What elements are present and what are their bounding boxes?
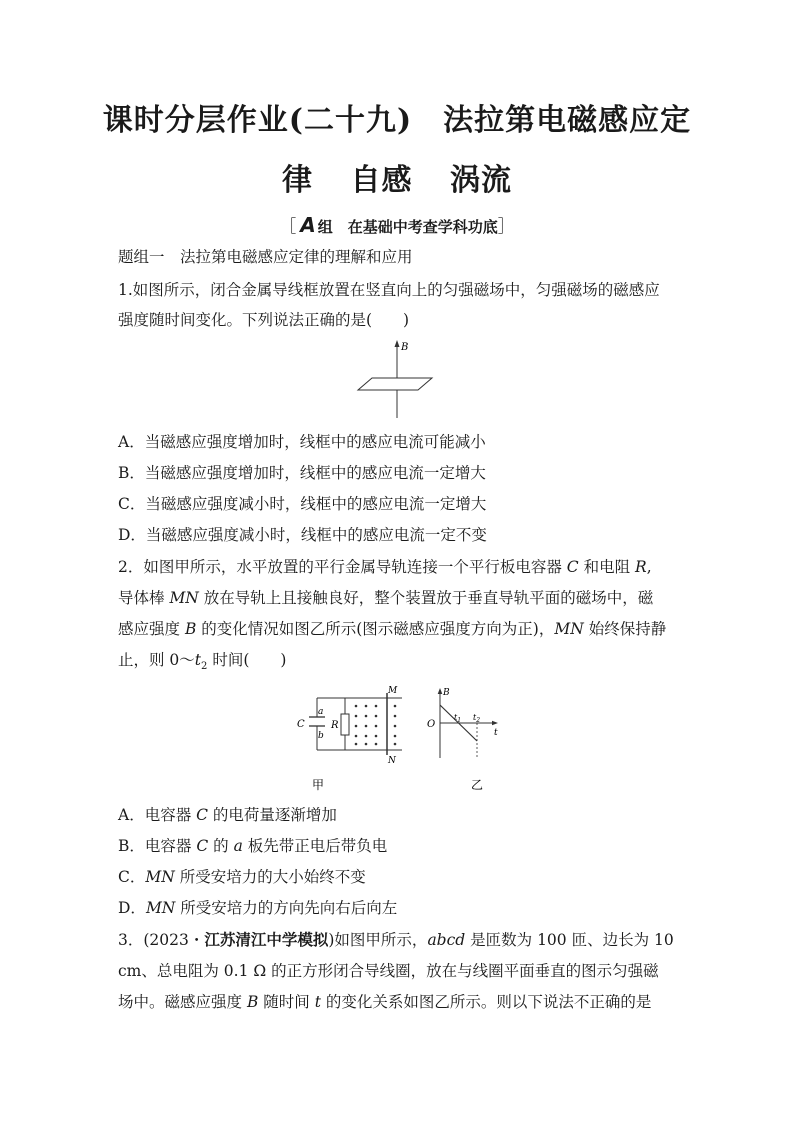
q1-stem-line1: 1.如图所示，闭合金属导线框放置在竖直向上的匀强磁场中，匀强磁场的磁感应 <box>118 281 660 299</box>
subscript: 2 <box>201 661 208 673</box>
label-t1 <box>454 713 461 724</box>
var-a: a <box>233 837 243 855</box>
group-badge: A <box>300 213 316 237</box>
text: 的变化关系如图乙所示。则以下说法不正确的是 <box>320 993 652 1011</box>
q1-option-c: C．当磁感应强度减小时，线框中的感应电流一定增大 <box>118 495 487 513</box>
text: 是匝数为 100 匝、边长为 10 <box>465 931 674 949</box>
section-heading: 题组一 法拉第电磁感应定律的理解和应用 <box>118 248 413 266</box>
text: A．电容器 <box>118 806 197 824</box>
group-header <box>0 212 794 237</box>
text: 随时间 <box>258 993 315 1011</box>
label-B-axis: B <box>443 688 450 698</box>
text: 所受安培力的大小始终不变 <box>174 868 366 886</box>
text: 的 <box>208 837 234 855</box>
label-R: R <box>331 720 339 731</box>
label-a: a <box>318 707 324 717</box>
text: 的电荷量逐渐增加 <box>208 806 337 824</box>
text: 感应强度 <box>118 620 185 638</box>
text: 所受安培力的方向先向右后向左 <box>175 899 398 917</box>
page-title-line2 <box>0 155 794 199</box>
t2-sub: 2 <box>476 717 481 724</box>
caption-yi: 乙 <box>471 778 484 792</box>
label-O: O <box>427 719 436 730</box>
caption-jia: 甲 <box>312 778 325 792</box>
label-C: C <box>297 719 305 730</box>
b-axis-arrow <box>438 688 443 694</box>
q2-stem-line2 <box>118 588 653 608</box>
q2-stem-line1 <box>118 557 652 577</box>
var-MN: MN <box>554 620 584 638</box>
title-part-2: 自感 <box>350 163 413 198</box>
text: 导体棒 <box>118 589 170 607</box>
label-t-axis: t <box>494 728 498 738</box>
var-MN: MN <box>145 899 176 917</box>
label-M: M <box>388 686 398 696</box>
var-t: t <box>314 993 321 1011</box>
q1-option-b: B．当磁感应强度增加时，线框中的感应电流一定增大 <box>118 464 486 482</box>
text: 始终保持静 <box>583 620 667 638</box>
title-part-1: 律 <box>282 163 314 198</box>
text: 和电阻 <box>578 558 636 576</box>
source-tag: 江苏清江中学模拟 <box>204 930 329 949</box>
text: 板先带正电后带负电 <box>242 837 388 855</box>
q2-stem-line3 <box>118 619 666 639</box>
t1-sub: 1 <box>457 717 462 724</box>
q1-option-d: D．当磁感应强度减小时，线框中的感应电流一定不变 <box>118 526 487 544</box>
q2-figure-jia <box>290 683 415 795</box>
var-t: t <box>194 651 202 669</box>
text: 场中。磁感应强度 <box>118 993 247 1011</box>
bracket-left: ［ <box>279 217 297 237</box>
var-B: B <box>184 620 197 638</box>
label-t2 <box>473 713 480 724</box>
t2: t <box>473 713 477 722</box>
text: , <box>646 558 652 576</box>
group-text: 组 在基础中考查学科功底 <box>317 218 498 236</box>
q1-b-arrowhead <box>395 340 400 347</box>
q2-option-d <box>118 898 397 918</box>
text: 的变化情况如图乙所示(图示磁感应强度方向为正)， <box>196 620 555 638</box>
q1-option-a: A．当磁感应强度增加时，线框中的感应电流可能减小 <box>118 433 486 451</box>
text: 3．(2023・ <box>118 931 205 949</box>
q2-option-a <box>118 805 337 825</box>
var-abcd: abcd <box>427 931 466 949</box>
text: B．电容器 <box>118 837 197 855</box>
q1-figure <box>350 338 450 422</box>
label-b: b <box>318 731 324 741</box>
q3-stem-line1 <box>118 930 674 950</box>
text: 放在导轨上且接触良好，整个装置放于垂直导轨平面的磁场中，磁 <box>198 589 654 607</box>
var-MN: MN <box>169 589 199 607</box>
text: D． <box>118 899 146 917</box>
q3-stem-line2: cm、总电阻为 0.1 Ω 的正方形闭合导线圈，放在与线圈平面垂直的图示匀强磁 <box>118 962 659 980</box>
resistor <box>341 714 349 735</box>
title-part-3: 涡流 <box>449 163 512 198</box>
t1: t <box>454 713 458 722</box>
q1-label-B: B <box>401 342 409 353</box>
text: 2．如图甲所示，水平放置的平行金属导轨连接一个平行板电容器 <box>118 558 567 576</box>
q3-stem-line3 <box>118 992 651 1012</box>
var-R: R <box>635 558 647 576</box>
var-C: C <box>196 837 209 855</box>
page-title-line1: 课时分层作业(二十九) 法拉第电磁感应定 <box>102 103 692 138</box>
var-C: C <box>196 806 208 824</box>
bracket-right: ］ <box>497 217 515 237</box>
field-dots <box>355 705 397 746</box>
text: 止，则 0～ <box>118 651 195 669</box>
t-axis-arrow <box>492 721 498 726</box>
label-N: N <box>388 756 396 766</box>
var-B: B <box>246 993 259 1011</box>
q2-option-b <box>118 836 387 856</box>
var-C: C <box>566 558 579 576</box>
text: )如图甲所示， <box>328 931 428 949</box>
text: 时间( ) <box>207 651 287 669</box>
q1-stem-line2: 强度随时间变化。下列说法正确的是( ) <box>118 311 410 329</box>
q2-figure-yi <box>420 683 510 795</box>
q1-wire-frame <box>358 378 432 390</box>
var-MN: MN <box>145 868 175 886</box>
text: C． <box>118 868 146 886</box>
q2-stem-line4 <box>118 650 286 677</box>
q2-option-c <box>118 867 366 887</box>
